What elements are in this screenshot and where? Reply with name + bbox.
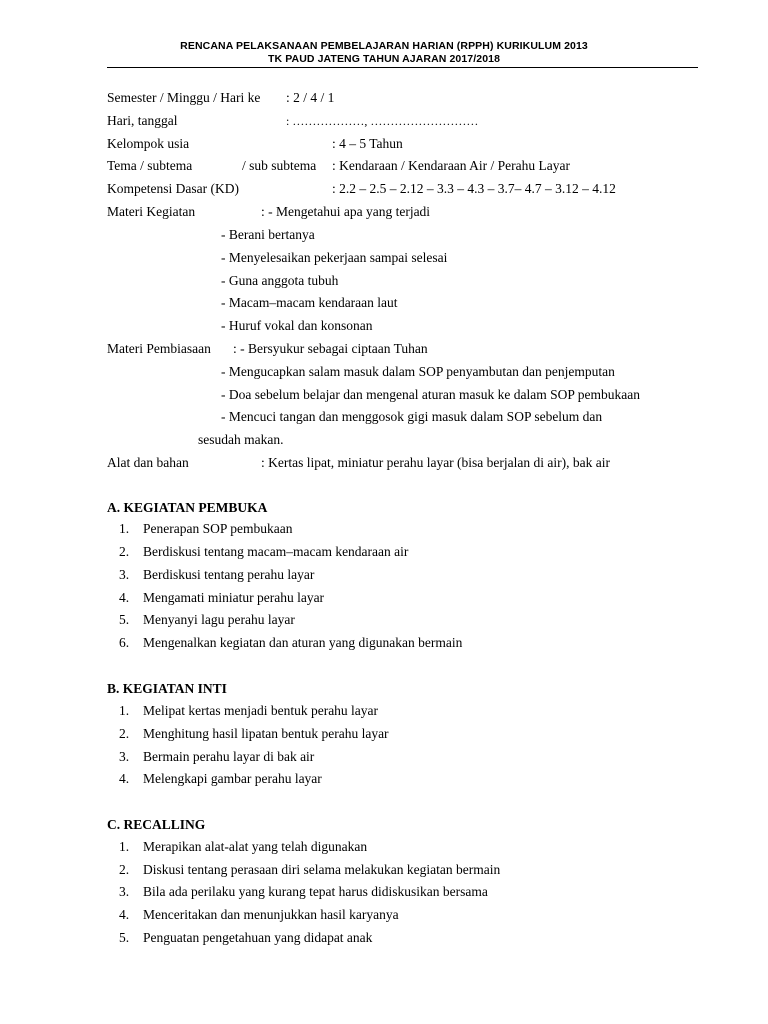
materi-item: - Macam–macam kendaraan laut <box>221 295 398 310</box>
hari-value: : ………………, ……………………… <box>286 114 479 128</box>
materi-label: Materi Kegiatan <box>107 204 196 219</box>
list-item: Menghitung hasil lipatan bentuk perahu layar <box>143 726 389 741</box>
materi-first: : - Mengetahui apa yang terjadi <box>261 204 431 219</box>
list-item: Melipat kertas menjadi bentuk perahu layar <box>143 703 379 718</box>
list-number: 4. <box>119 907 130 922</box>
list-number: 5. <box>119 612 130 627</box>
alat-label: Alat dan bahan <box>107 455 189 470</box>
pembiasaan-item: - Doa sebelum belajar dan mengenal aturan masuk ke dalam SOP pembukaan <box>221 387 640 402</box>
list-item: Diskusi tentang perasaan diri selama melakukan kegiatan bermain <box>143 862 501 877</box>
list-item: Menyanyi lagu perahu layar <box>143 612 295 627</box>
list-item: Bila ada perilaku yang kurang tepat harus didiskusikan bersama <box>143 884 488 899</box>
list-item: Bermain perahu layar di bak air <box>143 749 315 764</box>
semester-label: Semester / Minggu / Hari ke <box>107 90 261 105</box>
pembiasaan-item: - Mengucapkan salam masuk dalam SOP penyambutan dan penjemputan <box>221 364 615 379</box>
materi-item: - Menyelesaikan pekerjaan sampai selesai <box>221 250 448 265</box>
section-heading-recalling: C. RECALLING <box>107 817 206 832</box>
pembiasaan-label: Materi Pembiasaan <box>107 341 211 356</box>
kd-label: Kompetensi Dasar (KD) <box>107 181 239 196</box>
list-number: 5. <box>119 930 130 945</box>
pembiasaan-item: - Mencuci tangan dan menggosok gigi masuk dalam SOP sebelum dan <box>221 409 603 424</box>
list-number: 2. <box>119 544 130 559</box>
list-number: 4. <box>119 771 130 786</box>
list-item: Berdiskusi tentang perahu layar <box>143 567 315 582</box>
list-number: 2. <box>119 862 130 877</box>
list-number: 4. <box>119 590 130 605</box>
materi-item: - Guna anggota tubuh <box>221 273 339 288</box>
list-number: 1. <box>119 521 130 536</box>
list-number: 3. <box>119 884 130 899</box>
list-number: 6. <box>119 635 130 650</box>
tema-label: Tema / subtema <box>107 158 193 173</box>
document-title: RENCANA PELAKSANAAN PEMBELAJARAN HARIAN (RPPH) KURIKULUM 2013 <box>180 40 588 52</box>
tema-label-sub: / sub subtema <box>242 158 317 173</box>
list-number: 3. <box>119 567 130 582</box>
list-item: Menceritakan dan menunjukkan hasil karyanya <box>143 907 399 922</box>
list-item: Mengenalkan kegiatan dan aturan yang digunakan bermain <box>143 635 463 650</box>
materi-item: - Huruf vokal dan konsonan <box>221 318 373 333</box>
list-item: Mengamati miniatur perahu layar <box>143 590 325 605</box>
list-item: Berdiskusi tentang macam–macam kendaraan air <box>143 544 409 559</box>
list-number: 1. <box>119 839 130 854</box>
hari-label: Hari, tanggal <box>107 113 178 128</box>
document-subtitle: TK PAUD JATENG TAHUN AJARAN 2017/2018 <box>267 53 501 65</box>
list-item: Penerapan SOP pembukaan <box>143 521 293 536</box>
list-number: 2. <box>119 726 130 741</box>
semester-value: : 2 / 4 / 1 <box>286 90 335 105</box>
list-item: Merapikan alat-alat yang telah digunakan <box>143 839 368 854</box>
materi-item: - Berani bertanya <box>221 227 315 242</box>
kd-value: : 2.2 – 2.5 – 2.12 – 3.3 – 4.3 – 3.7– 4.7 – 3.12 – 4.12 <box>332 181 616 196</box>
kelompok-value: : 4 – 5 Tahun <box>332 136 403 151</box>
pembiasaan-first: : - Bersyukur sebagai ciptaan Tuhan <box>233 341 428 356</box>
list-item: Penguatan pengetahuan yang didapat anak <box>143 930 373 945</box>
alat-value: : Kertas lipat, miniatur perahu layar (bisa berjalan di air), bak air <box>261 455 610 470</box>
list-number: 3. <box>119 749 130 764</box>
list-item: Melengkapi gambar perahu layar <box>143 771 322 786</box>
list-number: 1. <box>119 703 130 718</box>
tema-value: : Kendaraan / Kendaraan Air / Perahu Layar <box>332 158 571 173</box>
header-divider <box>107 67 698 68</box>
section-heading-pembuka: A. KEGIATAN PEMBUKA <box>107 500 268 515</box>
kelompok-label: Kelompok usia <box>107 136 190 151</box>
section-heading-inti: B. KEGIATAN INTI <box>107 681 227 696</box>
pembiasaan-continuation: sesudah makan. <box>198 432 284 447</box>
